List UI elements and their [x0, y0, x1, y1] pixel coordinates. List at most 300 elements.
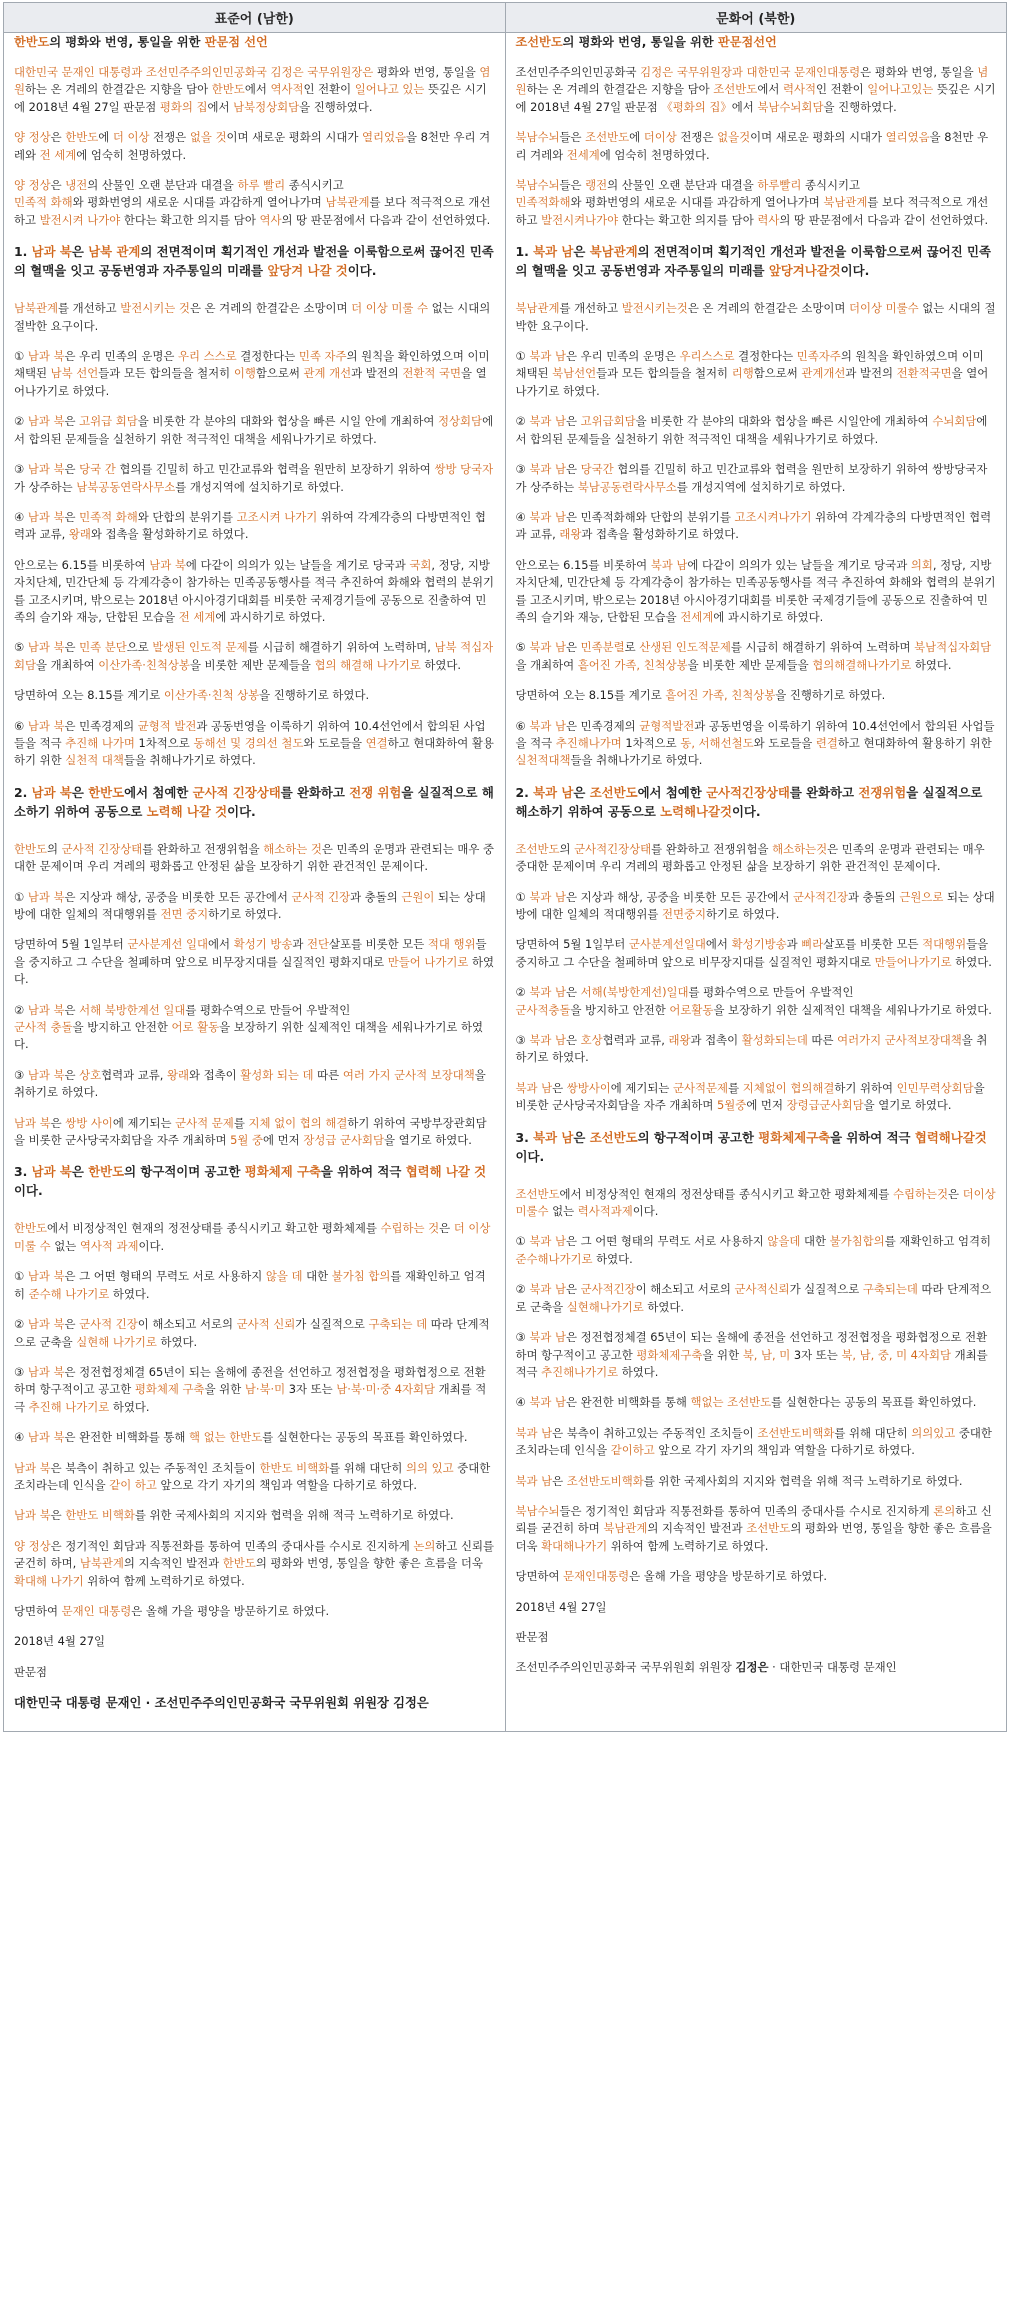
text-run: 을 방지하고 안전한 — [570, 1002, 670, 1017]
highlighted-term: 당국간 — [580, 462, 614, 477]
text-run: 의 항구적이며 공고한 — [124, 1164, 245, 1180]
paragraph — [14, 1664, 495, 1681]
text-run: 이 해소되고 서로의 — [137, 1317, 237, 1332]
text-run: 을 위한 — [702, 1347, 743, 1362]
highlighted-term: 평화체제 구축 — [244, 1164, 321, 1180]
paragraph — [516, 639, 997, 674]
text-run: 없는 시대의 절박한 요구이다. — [515, 301, 996, 333]
highlighted-term: 확성기 방송 — [233, 937, 293, 952]
paragraph — [14, 1115, 495, 1150]
text-run: ② — [14, 1317, 28, 1332]
highlighted-term: 인도적문제 — [675, 640, 731, 655]
highlighted-term: 양 정상 — [14, 130, 51, 145]
highlighted-term: 군사적신뢰 — [734, 1282, 790, 1297]
paragraph — [14, 1268, 495, 1303]
highlighted-term: 평화체제구축 — [636, 1347, 703, 1362]
highlighted-term: 이산가족·친척 상봉 — [163, 688, 260, 703]
highlighted-term: 북남수뇌회담 — [757, 99, 824, 114]
text-run: 을 취하기로 하였다. — [14, 1067, 486, 1100]
text-run: 2. — [14, 784, 32, 800]
highlighted-term: 관계개선 — [801, 366, 846, 381]
text-run: 뜻깊은 시기에 2018년 4월 27일 판문점 — [515, 82, 996, 114]
highlighted-term: 래왕 — [668, 1033, 691, 1048]
paragraph — [14, 1633, 495, 1650]
highlighted-term: 민족적 화해 — [14, 195, 73, 210]
paragraph — [14, 509, 495, 544]
highlighted-term: 남과 북 — [27, 1067, 65, 1082]
highlighted-term: 해소하는것 — [772, 841, 828, 856]
paragraph — [516, 1329, 997, 1381]
highlighted-term: 준수해나가기로 — [515, 1251, 593, 1266]
text-run: 를 보다 적극적으로 개선하고 — [515, 195, 989, 227]
text-run: ③ — [515, 1330, 530, 1345]
text-run: 3. — [515, 1129, 534, 1145]
text-run: 에 제기되는 — [112, 1115, 176, 1130]
text-run: 위하여 함께 노력하기로 하였다. — [83, 1573, 245, 1588]
highlighted-term: 고조시켜나가기 — [734, 509, 812, 524]
highlighted-term: 않을데 — [767, 1234, 801, 1249]
text-run: 의 지속적인 발전과 — [123, 1556, 223, 1571]
text-run: 에서 합의된 문제들을 실천하기 위한 적극적인 대책을 세워나가기로 하였다. — [14, 414, 494, 446]
highlighted-term: 활성화되는데 — [741, 1033, 808, 1048]
highlighted-term: 쌍방 당국자 — [434, 462, 494, 477]
highlighted-term: 한반도 — [229, 1430, 263, 1445]
text-run: 을 진행하였다. — [299, 99, 373, 114]
highlighted-term: 추진해나가며 — [555, 735, 622, 750]
highlighted-term: 준수해 나가기로 — [28, 1286, 110, 1301]
text-run: 을 비롯한 군사당국자회담을 자주 개최하며 — [515, 1080, 985, 1113]
text-run: 의 평화와 번영, 통일을 향한 좋은 흐름을 더욱 — [515, 1521, 992, 1553]
highlighted-term: 군사적긴장 — [793, 889, 849, 904]
text-run: 하였다. — [109, 1399, 150, 1414]
text-run: 대한민국 대통령 문재인 · 조선민주주의인민공화국 국무위원회 위원장 김정은 — [14, 1696, 429, 1711]
text-run: 은 — [50, 1508, 66, 1523]
text-run: 2018년 4월 27일 — [515, 1599, 607, 1614]
highlighted-term: 서해 북방한계선 일대 — [79, 1002, 186, 1017]
text-run: 하는 온 겨레의 한결같은 지향을 담아 — [526, 82, 714, 97]
highlighted-term: 한반도 — [222, 1556, 256, 1571]
text-run: 을 비롯한 각 분야의 대화와 협상을 빠른 시일 안에 개최하여 — [137, 414, 439, 429]
text-run: 조선민주주의인민공화국 — [515, 65, 641, 79]
text-run: 의 원칙을 확인하였으며 이미 채택된 — [14, 349, 490, 381]
text-run: 을 8천만 우리 겨레와 — [14, 130, 491, 162]
text-run: 당면하여 — [515, 1569, 564, 1584]
text-run: 살포를 비롯한 모든 — [823, 937, 923, 952]
text-run: 위하여 각계각층의 다방면적인 협력과 교류, — [515, 509, 992, 542]
text-run: 과 발전의 — [351, 366, 403, 381]
highlighted-term: 염원 — [14, 65, 491, 97]
text-run: 이다. — [138, 1238, 165, 1253]
highlighted-term: 북남적십자회담 — [914, 640, 992, 655]
highlighted-term: 호상 — [580, 1033, 603, 1048]
highlighted-term: 북남수뇌 — [515, 1503, 560, 1518]
text-run: 함으로써 — [255, 366, 304, 381]
text-run: 을 실질적으로 해소하기 위하여 공동으로 — [14, 784, 494, 819]
text-run: 없는 — [548, 1204, 578, 1219]
text-run: 을 열어나가기로 하였다. — [515, 366, 989, 398]
highlighted-term: 여러가지 군사적보장대책 — [837, 1033, 962, 1048]
text-run: ⑥ — [515, 718, 530, 733]
highlighted-term: 북과 남 — [529, 1395, 566, 1410]
text-run: ② — [14, 1002, 28, 1017]
text-run: 따른 — [807, 1033, 838, 1048]
text-run: 은 — [50, 178, 66, 193]
paragraph — [14, 639, 495, 674]
highlighted-term: 연결 — [365, 735, 388, 750]
highlighted-term: 북남수뇌 — [515, 178, 560, 193]
text-run: 과 공동번영을 이룩하기 위하여 10.4선언에서 합의된 사업들을 적극 — [14, 718, 486, 750]
highlighted-term: 북과 남 — [529, 1330, 566, 1345]
paragraph — [516, 1186, 997, 1221]
highlighted-term: 지체 없이 협의 해결 — [248, 1115, 348, 1130]
text-run: ② — [515, 1282, 530, 1297]
highlighted-term: 북, 남, 중, 미 4자회담 — [841, 1347, 951, 1362]
highlighted-term: 남·북·미 — [244, 1382, 286, 1397]
highlighted-term: 남과 북 — [27, 1364, 65, 1379]
paragraph — [14, 718, 495, 770]
highlighted-term: 당국 간 — [79, 462, 116, 477]
text-run: 은 북측이 취하고 있는 주동적인 조치들이 — [50, 1460, 260, 1475]
text-run: 3자 또는 — [285, 1382, 337, 1397]
text-run: 들을 취해나가기로 하였다. — [123, 753, 256, 768]
text-run: 을 보장하기 위한 실제적인 대책을 세워나가기로 하였다. — [713, 1002, 992, 1017]
highlighted-term: 수립하는것 — [892, 1186, 948, 1201]
highlighted-term: 여러 가지 군사적 보장대책 — [342, 1067, 475, 1082]
highlighted-term: 근원이 — [401, 889, 435, 904]
highlighted-term: 론의 — [933, 1503, 956, 1518]
paragraph — [14, 177, 495, 229]
highlighted-term: 전면중지 — [662, 907, 707, 921]
highlighted-term: 북과 남 — [533, 1129, 574, 1145]
paragraph — [516, 509, 997, 544]
text-run: 은 지상과 해상, 공중을 비롯한 모든 공간에서 — [565, 889, 794, 904]
paragraph — [516, 348, 997, 400]
text-run: 은 — [552, 1080, 567, 1095]
paragraph — [516, 1080, 997, 1115]
paragraph — [14, 1316, 495, 1351]
text-run: 대한 — [302, 1269, 332, 1284]
highlighted-term: 협력해 나갈 것 — [405, 1164, 487, 1180]
highlighted-term: 문재인대통령 — [563, 1569, 630, 1584]
highlighted-term: 남과 북 — [27, 718, 65, 733]
highlighted-term: 노력해나갈것 — [660, 803, 732, 819]
text-run: 에서 — [207, 99, 234, 114]
highlighted-term: 남과 북 — [27, 889, 65, 904]
text-run: 가 실질적으로 — [295, 1317, 369, 1332]
highlighted-term: 북, 남, 미 — [742, 1347, 791, 1362]
text-run: 를 완화하고 전쟁위험을 — [142, 841, 264, 856]
text-run: 들을 중지하고 그 수단을 철폐하며 앞으로 비무장지대를 실질적인 평화지대로 — [14, 937, 487, 969]
highlighted-term: 력사적 — [782, 82, 816, 97]
text-run: 과 접촉이 — [690, 1033, 742, 1048]
text-run: 하였다. — [911, 657, 952, 672]
text-run: 1차적으로 — [134, 735, 194, 750]
section-heading — [14, 242, 495, 280]
text-run: 은 — [71, 244, 89, 260]
text-run: 3. — [14, 1164, 32, 1180]
text-run: 을 진행하였다. — [823, 99, 897, 114]
text-run: 에서 — [208, 937, 234, 952]
highlighted-term: 않을 데 — [265, 1269, 303, 1284]
text-run: 이 해소되고 서로의 — [635, 1282, 735, 1297]
text-run: 은 — [573, 244, 590, 260]
highlighted-term: 래왕 — [559, 527, 582, 542]
highlighted-term: 더 이상 미룰 수 — [351, 301, 428, 316]
text-run: 개최를 적극 — [515, 1347, 988, 1379]
paragraph — [14, 413, 495, 448]
document-title — [14, 33, 495, 51]
highlighted-term: 협의해결해나가기로 — [812, 657, 912, 672]
text-run: 하였다. — [156, 1334, 198, 1349]
highlighted-term: 인민무력상회담 — [896, 1080, 974, 1095]
highlighted-term: 근원으로 — [899, 889, 944, 904]
paragraph — [516, 461, 997, 496]
text-run: ④ — [14, 1430, 28, 1445]
text-run: 과 — [786, 937, 802, 952]
highlighted-term: 평화체제 구축 — [134, 1382, 205, 1397]
highlighted-term: 판문점 선언 — [204, 35, 268, 49]
highlighted-term: 국무위원장과 대한민국 문재인대통령 — [676, 65, 861, 79]
highlighted-term: 전세계 — [680, 609, 714, 624]
text-run: 이다. — [515, 1148, 545, 1164]
highlighted-term: 5월 중 — [230, 1133, 264, 1148]
highlighted-term: 전환적 국면 — [402, 366, 462, 381]
comparison-table — [3, 2, 1007, 1732]
text-run: 이다. — [347, 263, 377, 279]
paragraph — [14, 1538, 495, 1590]
highlighted-term: 조선반도 — [727, 1395, 772, 1410]
highlighted-term: 남북 관계 — [88, 244, 141, 260]
text-run: 에 먼저 — [746, 1098, 787, 1113]
highlighted-term: 왕래 — [68, 527, 91, 542]
text-run: 은 완전한 비핵화를 통해 — [565, 1395, 691, 1410]
highlighted-term: 남·북·미·중 4자회담 — [336, 1382, 435, 1397]
highlighted-term: 북과 남 — [533, 244, 574, 260]
highlighted-term: 우리 스스로 — [178, 349, 237, 364]
paragraph — [14, 1460, 495, 1495]
text-run: 없는 시대의 절박한 요구이다. — [14, 301, 491, 333]
highlighted-term: 의의 있고 — [405, 1460, 454, 1475]
text-run: ③ — [14, 1067, 28, 1082]
paragraph — [14, 64, 495, 116]
text-run: 은 — [71, 784, 89, 800]
highlighted-term: 한반도 비핵화 — [65, 1508, 135, 1523]
text-run: 한다는 확고한 의지를 담아 — [618, 212, 758, 227]
text-run: 에 — [98, 130, 113, 145]
text-run: , 정당, 지방자치단체, 민간단체 등 각계각층이 참가하는 민족공동행사를 적극 추진하여 화해와 협력의 분위기를 고조시키며, 밖으로는 2018년 아시아경기대회를 비롯한 국제경기들에 공동으로 진출하여 민족의 슬기와 재능, 단합된 모습을 — [14, 557, 494, 624]
highlighted-term: 민족자주 — [796, 349, 841, 364]
highlighted-term: 일어나고 있는 — [354, 82, 425, 97]
highlighted-term: 확성기방송 — [731, 937, 787, 952]
text-run: 은 — [64, 640, 80, 655]
highlighted-term: 념원 — [515, 65, 989, 97]
highlighted-term: 남북관계 — [14, 301, 59, 316]
highlighted-term: 발전시켜 나가야 — [39, 212, 121, 227]
text-run: 은 정기적인 회담과 직통전화를 통하여 민족의 중대사를 수시로 진지하게 — [50, 1538, 414, 1553]
highlighted-term: 남과 북 — [27, 349, 65, 364]
text-run: 을 개최하여 — [515, 657, 578, 672]
highlighted-term: 북과 남 — [529, 509, 566, 524]
text-run: 이다. — [632, 1204, 659, 1219]
text-run: ③ — [515, 462, 530, 477]
text-run: 를 완화하고 전쟁위험을 — [651, 841, 773, 856]
paragraph — [14, 557, 495, 627]
text-run: 은 — [64, 1002, 80, 1017]
text-run: 의 전면적이며 획기적인 개선과 발전을 이룩함으로써 끊어진 민족의 혈맥을 잇고 공동번영과 자주통일의 미래를 — [14, 244, 494, 279]
highlighted-term: 남과 북 — [31, 784, 72, 800]
text-run: 을 비롯한 각 분야의 대화와 협상을 빠른 시일안에 개최하여 — [635, 414, 933, 429]
text-run: 을 실질적으로 해소하기 위하여 공동으로 — [515, 784, 983, 819]
paragraph — [14, 1067, 495, 1102]
highlighted-term: 앞당겨 나갈 것 — [267, 263, 348, 279]
highlighted-term: 문재인 대통령 — [61, 1603, 132, 1618]
text-run: 하기 위하여 국방부장관회담을 비롯한 군사당국자회담을 자주 개최하며 — [14, 1115, 487, 1148]
text-run: 으로 — [126, 640, 153, 655]
text-run: 은 평화와 번영, 통일을 — [860, 65, 978, 79]
text-run: 의 지속적인 발전과 — [647, 1521, 747, 1536]
text-run: 은 정전협정체결 65년이 되는 올해에 종전을 선언하고 정전협정을 평화협정으로 전환하며 항구적이고 공고한 — [515, 1330, 988, 1362]
highlighted-term: 없을 것 — [189, 130, 227, 145]
text-run: 를 보다 적극적으로 개선하고 — [14, 195, 491, 227]
text-run: 은 — [565, 462, 581, 477]
paragraph — [516, 1629, 997, 1646]
highlighted-term: 북남공동련락사무소 — [577, 479, 677, 494]
highlighted-term: 한반도 — [14, 841, 48, 856]
highlighted-term: 민족적 화해 — [79, 509, 138, 524]
text-run: ① — [14, 349, 28, 364]
highlighted-term: 북과 남 — [515, 1425, 553, 1440]
text-run: ① — [14, 1269, 28, 1284]
text-run: 당면하여 오는 8.15를 계기로 — [515, 688, 666, 703]
highlighted-term: 북과 남 — [529, 985, 566, 1000]
highlighted-term: 전쟁위험 — [858, 784, 907, 800]
highlighted-term: 북남관계 — [515, 301, 560, 316]
highlighted-term: 북과 남 — [529, 414, 566, 429]
section-heading — [516, 242, 997, 280]
highlighted-term: 양 정상 — [14, 1538, 51, 1553]
highlighted-term: 실천적대책 — [515, 753, 571, 768]
highlighted-term: 역사적 — [270, 82, 304, 97]
highlighted-term: 실천적 대책 — [65, 753, 124, 768]
text-run: 은 — [948, 1186, 963, 1201]
highlighted-term: 조선반도 — [515, 1186, 560, 1201]
paragraph — [14, 348, 495, 400]
highlighted-term: 확대해 나가기 — [14, 1573, 84, 1588]
text-run: 의 원칙을 확인하였으며 이미 채택된 — [515, 349, 984, 381]
highlighted-term: 전면 중지 — [160, 907, 209, 921]
highlighted-term: 전 세계 — [39, 147, 77, 162]
text-run: 을 진행하기로 하였다. — [259, 688, 370, 703]
highlighted-term: 북과 남 — [529, 462, 566, 477]
text-run: 의 땅 판문점에서 다음과 같이 선언하였다. — [281, 212, 491, 227]
text-run: 없는 — [50, 1238, 80, 1253]
text-run: 은 — [64, 1317, 80, 1332]
section-heading — [516, 1128, 997, 1166]
text-run: 안으로는 6.15를 비롯하여 — [515, 557, 651, 572]
paragraph — [14, 1507, 495, 1524]
text-run: 의 전면적이며 획기적인 개선과 발전을 이룩함으로써 끊어진 민족의 혈맥을 잇고 공동번영과 자주통일의 미래를 — [515, 244, 991, 279]
paragraph — [516, 936, 997, 971]
text-run: 과 — [292, 937, 307, 952]
south-text — [14, 33, 495, 1712]
text-run: 에서 — [705, 937, 732, 952]
text-run: 전쟁은 — [676, 130, 718, 145]
highlighted-term: 하루 빨리 — [237, 178, 286, 193]
paragraph — [516, 1568, 997, 1585]
highlighted-term: 남과 북 — [14, 1460, 51, 1475]
highlighted-term: 협의 해결해 나가기로 — [314, 657, 421, 672]
highlighted-term: 군사분계선일대 — [628, 937, 706, 952]
highlighted-term: 흩어진 가족, 친척상봉 — [577, 657, 688, 672]
highlighted-term: 구축되는 데 — [368, 1317, 428, 1332]
text-run: ④ — [515, 509, 530, 524]
highlighted-term: 군사적긴장상태 — [574, 841, 652, 856]
text-run: 과 공동번영을 이룩하기 위하여 10.4선언에서 합의된 사업들을 적극 — [515, 718, 995, 750]
text-run: 이다. — [227, 803, 256, 819]
text-run: 을 비롯한 제반 문제들을 — [687, 657, 813, 672]
text-run: 에서 — [757, 82, 783, 97]
text-run: 조선민주주의인민공화국 국무위원회 위원장 — [515, 1660, 736, 1675]
text-run: 를 시급히 해결하기 위하여 노력하며 — [730, 640, 915, 655]
text-run: 협력과 교류, — [602, 1033, 669, 1048]
highlighted-term: 없을것 — [717, 130, 751, 145]
text-run: 따른 — [313, 1067, 343, 1082]
text-run: 은 온 겨레의 한결같은 소망이며 — [189, 301, 352, 316]
highlighted-term: 더 이상 미룰 수 — [14, 1221, 491, 1253]
highlighted-term: 한반도 — [88, 1164, 125, 1180]
highlighted-term: 군사적 긴장 — [291, 889, 351, 904]
highlighted-term: 국회 — [409, 557, 432, 572]
highlighted-term: 논의 — [413, 1538, 436, 1553]
highlighted-term: 적대 행위 — [427, 937, 476, 952]
highlighted-term: 추진해나가기로 — [541, 1364, 619, 1379]
highlighted-term: 군사적 신뢰 — [236, 1317, 296, 1332]
text-run: 의 평화와 번영, 통일을 위한 — [49, 35, 205, 49]
text-run: 을 열어나가기로 하였다. — [14, 366, 487, 398]
text-run: 를 재확인하고 엄격히 — [884, 1234, 991, 1249]
highlighted-term: 련결 — [815, 735, 838, 750]
text-run: 에 엄숙히 천명하였다. — [76, 147, 187, 162]
highlighted-term: 같이 하고 — [109, 1477, 157, 1492]
text-run: 결정한다는 — [236, 349, 299, 364]
text-run: 되는 상대방에 대한 일체의 적대행위를 — [14, 889, 486, 921]
text-run: 를 — [233, 1115, 249, 1130]
text-run: 와 도로들을 — [753, 735, 816, 750]
text-run: 당면하여 — [14, 1603, 62, 1618]
text-run: 이며 새로운 평화의 시대가 — [226, 130, 362, 145]
highlighted-term: 북과 남 — [529, 349, 566, 364]
text-run: 은 — [565, 414, 581, 429]
highlighted-term: 군사적충돌 — [515, 1002, 571, 1017]
highlighted-term: 해소하는 것 — [263, 841, 322, 856]
south-column — [4, 33, 506, 1732]
text-run: ⑥ — [14, 718, 28, 733]
text-run: 하였다. — [618, 1364, 659, 1379]
text-run: 을 취하기로 하였다. — [515, 1033, 988, 1065]
paragraph — [516, 1599, 997, 1616]
highlighted-term: 장성급 군사회담 — [303, 1133, 384, 1148]
highlighted-term: 한반도 — [88, 784, 125, 800]
paragraph — [516, 64, 997, 116]
highlighted-term: 고조시켜 나가기 — [236, 509, 318, 524]
paragraph — [14, 1364, 495, 1416]
highlighted-term: 구축되는데 — [862, 1282, 918, 1297]
highlighted-term: 군사분계선 일대 — [127, 937, 209, 952]
highlighted-term: 남과 북 — [27, 640, 65, 655]
text-run: 에 과시하기로 하였다. — [215, 609, 326, 624]
text-run: 은 — [50, 1115, 66, 1130]
highlighted-term: 남과 북 — [27, 1269, 65, 1284]
